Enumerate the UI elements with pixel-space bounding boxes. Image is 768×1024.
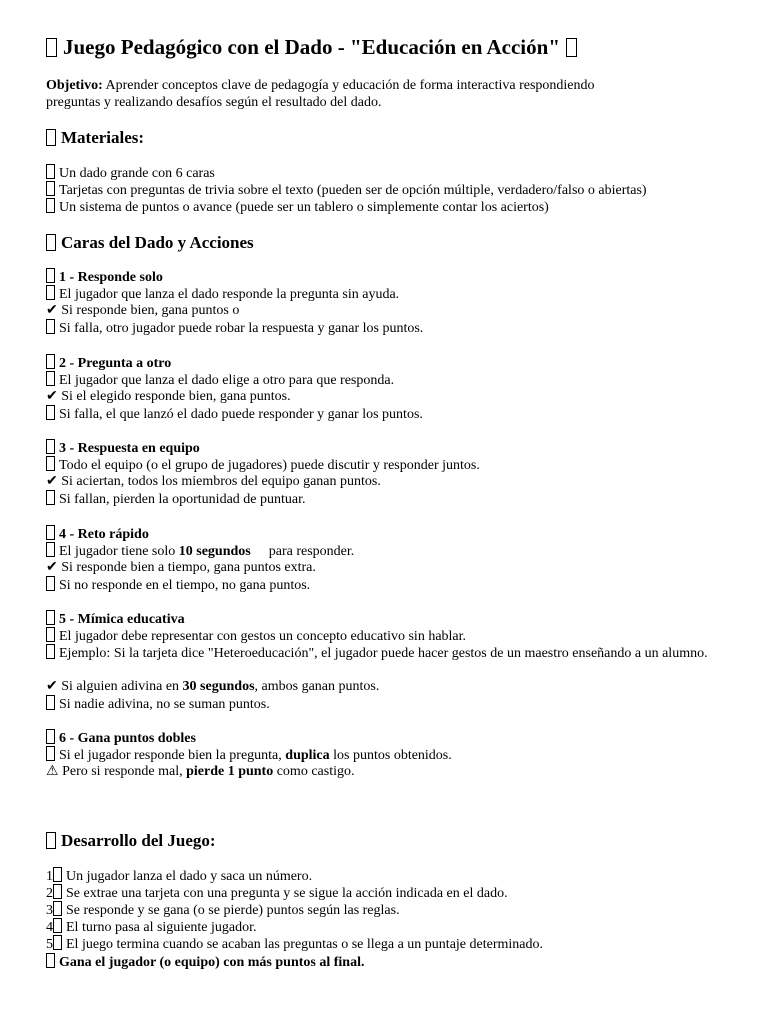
development-step: 3 Se responde y se gana (o se pierde) puntos según las reglas. [46,903,400,918]
missing-glyph-icon [53,935,62,950]
missing-glyph-icon [46,695,55,710]
face-6-line: Si el jugador responde bien la pregunta, duplica los puntos obtenidos. [46,746,452,764]
missing-glyph-icon [53,901,62,916]
missing-glyph-icon [46,456,55,471]
materials-item: Un sistema de puntos o avance (puede ser un tablero o simplemente contar los aciertos) [46,198,549,216]
missing-glyph-icon [46,644,55,659]
faces-heading: Caras del Dado y Acciones [46,232,254,254]
face-5-line: Ejemplo: Si la tarjeta dice "Heteroeducación", el jugador puede hacer gestos de un maestro enseñando a un alumno. [46,644,716,662]
missing-glyph-icon [46,405,55,420]
missing-glyph-icon [46,729,55,744]
face-3-line: Si fallan, pierden la oportunidad de puntuar. [46,490,306,508]
face-4-title: 4 - Reto rápido [46,525,149,543]
face-3-title: 3 - Respuesta en equipo [46,439,200,457]
face-5-line: Si nadie adivina, no se suman puntos. [46,695,270,713]
missing-glyph-icon [46,525,55,540]
missing-glyph-icon [46,953,55,968]
materials-item: Un dado grande con 6 caras [46,164,215,182]
face-3-line: ✔ Si aciertan, todos los miembros del equipo ganan puntos. [46,474,381,489]
development-step: 1 Un jugador lanza el dado y saca un número. [46,869,313,884]
missing-glyph-icon [53,867,62,882]
missing-glyph-icon [46,181,55,196]
development-step: 5 El juego termina cuando se acaban las preguntas o se llega a un puntaje determinado. [46,937,543,952]
missing-glyph-icon [53,918,62,933]
face-5-line: ✔ Si alguien adivina en 30 segundos, ambos ganan puntos. [46,679,380,694]
materials-item: Tarjetas con preguntas de trivia sobre el texto (pueden ser de opción múltiple, verdadero/falso o abiertas) [46,181,647,199]
materials-heading: Materiales: [46,127,144,149]
missing-glyph-icon [46,319,55,334]
missing-glyph-icon [46,354,55,369]
check-icon: ✔ [46,679,58,694]
face-4-line: ✔ Si responde bien a tiempo, gana puntos extra. [46,560,316,575]
face-1-line: Si falla, otro jugador puede robar la respuesta y ganar los puntos. [46,319,423,337]
check-icon: ✔ [46,303,58,318]
missing-glyph-icon [46,164,55,179]
check-icon: ✔ [46,474,58,489]
objective-line-2: preguntas y realizando desafíos según el resultado del dado. [46,95,382,110]
face-1-title: 1 - Responde solo [46,268,163,286]
missing-glyph-icon [46,38,57,57]
face-6-line: ⚠ Pero si responde mal, pierde 1 punto como castigo. [46,764,355,779]
face-2-title: 2 - Pregunta a otro [46,354,171,372]
missing-glyph-icon [53,884,62,899]
missing-glyph-icon [46,542,55,557]
missing-glyph-icon [46,371,55,386]
missing-glyph-icon [46,490,55,505]
face-5-title: 5 - Mímica educativa [46,610,185,628]
missing-glyph-icon [46,268,55,283]
development-step: 2 Se extrae una tarjeta con una pregunta y se sigue la acción indicada en el dado. [46,886,508,901]
face-4-line: El jugador tiene solo 10 segundos para responder. [46,542,354,560]
face-2-line: Si falla, el que lanzó el dado puede responder y ganar los puntos. [46,405,423,423]
missing-glyph-icon [46,832,56,849]
objective-line-1: Objetivo: Aprender conceptos clave de pedagogía y educación de forma interactiva respondiendo [46,78,595,93]
page-title: Juego Pedagógico con el Dado - "Educación en Acción" [46,34,577,60]
face-6-title: 6 - Gana puntos dobles [46,729,196,747]
missing-glyph-icon [46,610,55,625]
missing-glyph-icon [46,746,55,761]
face-5-line: El jugador debe representar con gestos un concepto educativo sin hablar. [46,627,466,645]
check-icon: ✔ [46,560,58,575]
face-1-line: El jugador que lanza el dado responde la pregunta sin ayuda. [46,285,399,303]
development-heading: Desarrollo del Juego: [46,830,216,852]
face-2-line: El jugador que lanza el dado elige a otro para que responda. [46,371,394,389]
face-4-line: Si no responde en el tiempo, no gana puntos. [46,576,310,594]
missing-glyph-icon [46,285,55,300]
warning-icon: ⚠ [46,764,59,779]
face-1-line: ✔ Si responde bien, gana puntos o [46,303,240,318]
missing-glyph-icon [46,234,56,251]
missing-glyph-icon [46,198,55,213]
missing-glyph-icon [46,576,55,591]
missing-glyph-icon [46,439,55,454]
missing-glyph-icon [46,129,56,146]
development-step: 4 El turno pasa al siguiente jugador. [46,920,257,935]
missing-glyph-icon [46,627,55,642]
winner-line: Gana el jugador (o equipo) con más puntos al final. [46,953,364,971]
face-3-line: Todo el equipo (o el grupo de jugadores) puede discutir y responder juntos. [46,456,480,474]
check-icon: ✔ [46,389,58,404]
missing-glyph-icon [566,38,577,57]
face-2-line: ✔ Si el elegido responde bien, gana puntos. [46,389,291,404]
